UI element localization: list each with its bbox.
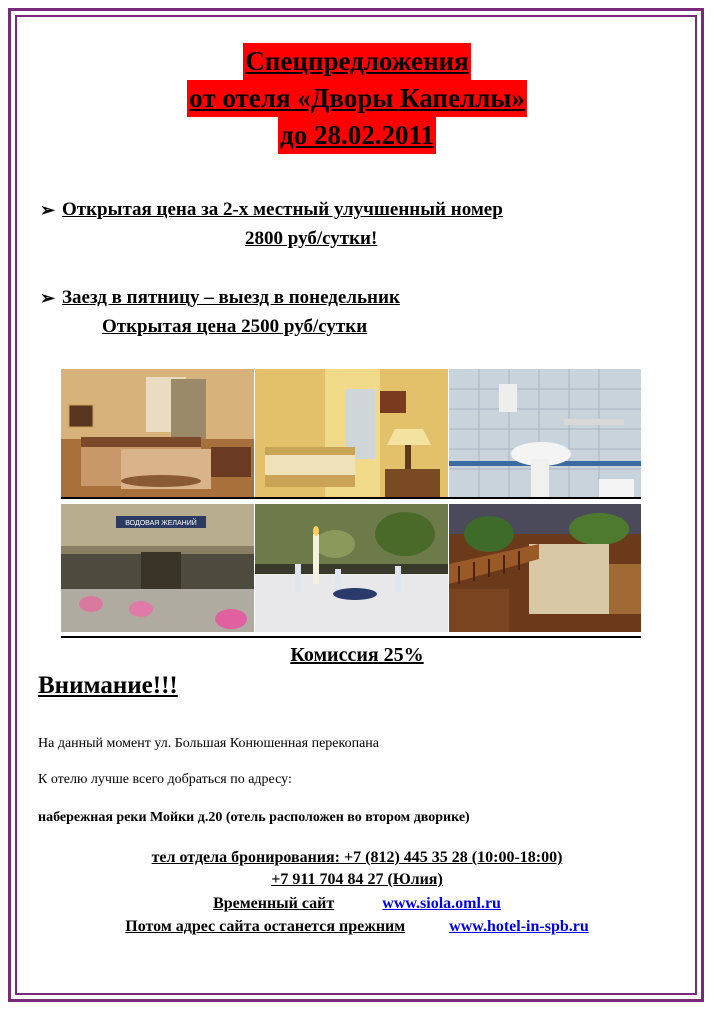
photo-bathroom xyxy=(449,369,641,497)
attention-heading: Внимание!!! xyxy=(38,672,178,699)
future-site-label: Потом адрес сайта останется прежним xyxy=(125,918,406,935)
photo-hall xyxy=(449,504,641,632)
title-line-3: до 28.02.2011 xyxy=(278,117,436,154)
photo-divider-2 xyxy=(61,636,641,638)
offer-2-line-1: Заезд в пятницу – выезд в понедельник xyxy=(62,287,400,308)
mobile-phone-line xyxy=(0,871,714,889)
photo-hotel-entrance xyxy=(61,504,254,632)
future-site-line xyxy=(0,918,714,936)
booking-phone-line xyxy=(0,849,714,867)
mobile-phone: +7 911 704 84 27 (Юлия) xyxy=(271,871,443,888)
photo-restaurant xyxy=(255,504,448,632)
title-line-2: от отеля «Дворы Капеллы» xyxy=(187,80,527,117)
photo-bedroom-2 xyxy=(255,369,448,497)
offer-1-line-1: Открытая цена за 2-х местный улучшенный номер xyxy=(62,199,503,220)
note-directions: К отелю лучше всего добраться по адресу: xyxy=(38,772,292,787)
note-address: набережная реки Мойки д.20 (отель расположен во втором дворике) xyxy=(38,810,470,825)
temp-site-link[interactable]: www.siola.oml.ru xyxy=(382,895,501,912)
offer-2-price: Открытая цена 2500 руб/сутки xyxy=(102,316,368,337)
photo-sign-text: ВОДОВАЯ ЖЕЛАНИЙ xyxy=(125,520,197,527)
commission-text: Комиссия 25% xyxy=(290,644,424,666)
title-block xyxy=(0,43,714,154)
offer-1-price: 2800 руб/сутки! xyxy=(245,228,378,249)
arrow-bullet-icon: ➢ xyxy=(40,288,56,308)
title-line-1: Спецпредложения xyxy=(243,43,470,80)
photo-divider-1 xyxy=(61,497,641,499)
temp-site-label: Временный сайт xyxy=(213,895,335,912)
arrow-bullet-icon: ➢ xyxy=(40,200,56,220)
future-site-link[interactable]: www.hotel-in-spb.ru xyxy=(449,918,589,935)
temp-site-line xyxy=(0,895,714,913)
note-street: На данный момент ул. Большая Конюшенная перекопана xyxy=(38,736,379,751)
photo-bedroom-1 xyxy=(61,369,254,497)
booking-phone: тел отдела бронирования: +7 (812) 445 35 28 (10:00-18:00) xyxy=(151,849,563,866)
